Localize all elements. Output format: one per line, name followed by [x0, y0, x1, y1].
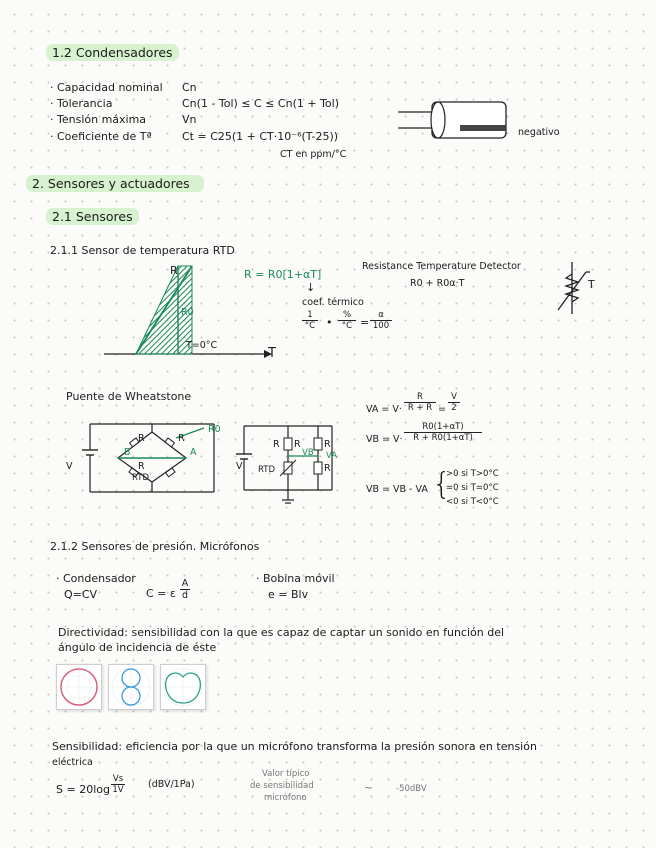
case-positive: >0 si T>0°C — [446, 469, 499, 479]
coef-frac-b-num: % — [338, 310, 356, 321]
vb-eq-frac — [404, 422, 482, 443]
typical-value: -50dBV — [396, 784, 427, 794]
condenser-label: · Condensador — [56, 572, 136, 585]
s-eq-unit: (dBV/1Pa) — [148, 779, 195, 790]
eq-bridge-r-3: R — [324, 439, 331, 450]
coef-label: coef. térmico — [302, 297, 364, 308]
va-eq-num: R — [404, 392, 436, 403]
coef-frac-a-den: °C — [304, 321, 316, 331]
c-eq-lhs: C = ε — [146, 587, 176, 600]
capacitors-heading: 1.2 Condensadores — [46, 46, 179, 59]
coil-label: · Bobina móvil — [256, 572, 335, 585]
thermistor-t-label: T — [588, 278, 595, 291]
directivity-line-1 — [58, 626, 504, 639]
directivity-term: Directividad: — [58, 626, 128, 639]
case-negative: <0 si T<0°C — [446, 497, 499, 507]
sensitivity-line-2: eléctrica — [52, 757, 93, 768]
tolerance-value: Cn(1 - Tol) ≤ C ≤ Cn(1 + Tol) — [182, 97, 340, 110]
temp-coef-label: · Coeficiente de Tª — [50, 130, 152, 143]
omnidirectional-pattern-card — [56, 664, 102, 710]
rtd-r0: R0 — [181, 307, 194, 318]
negative-label: negativo — [518, 127, 560, 138]
equals-sign: = — [360, 316, 370, 329]
bridge-node-b: B — [124, 447, 131, 458]
case-zero: =0 si T=0°C — [446, 483, 499, 493]
vdiff-eq: VB = VB - VA — [366, 484, 428, 495]
typical-value-note-1: Valor típico — [262, 769, 310, 779]
tolerance-label: · Tolerancia — [50, 97, 113, 110]
condenser-eq: Q=CV — [64, 588, 98, 601]
coef-frac-b — [338, 310, 356, 331]
c-eq-frac — [180, 578, 190, 601]
capacitance-value: Cn — [182, 81, 197, 94]
s-eq-lhs: S = 20log — [56, 783, 110, 796]
coef-frac-c-den: 100 — [372, 321, 390, 331]
eq-bridge-v: V — [236, 461, 243, 472]
sensors-actuators-heading: 2. Sensores y actuadores — [26, 177, 204, 190]
rtd-definition: Resistance Temperature Detector — [362, 261, 521, 272]
bridge-rtd-label: RTD — [132, 473, 150, 483]
c-eq-num: A — [181, 578, 189, 589]
va-eq-frac — [404, 392, 436, 413]
c-eq-den: d — [181, 590, 189, 601]
cardioid-pattern-card — [160, 664, 206, 710]
s-eq-num: Vs — [112, 774, 124, 784]
bridge-r-top-left: R — [138, 433, 145, 444]
va-eq-lhs: VA = V· — [366, 404, 402, 415]
pressure-heading: 2.1.2 Sensores de presión. Micrófonos — [50, 540, 260, 553]
equals-dot: • — [326, 316, 333, 329]
omnidirectional-pattern — [57, 665, 101, 709]
max-voltage-value: Vn — [182, 113, 197, 126]
coef-frac-c — [370, 310, 392, 331]
rtd-axis-r: R — [170, 264, 178, 277]
eq-bridge-r-4: R — [324, 463, 331, 474]
sensitivity-text-1: eficiencia por la que un micrófono transforma la presión sonora en tensión — [125, 740, 537, 753]
electrolytic-capacitor-drawing — [398, 96, 518, 146]
down-arrow: ↓ — [306, 281, 316, 294]
rtd-heading: 2.1.1 Sensor de temperatura RTD — [50, 244, 235, 257]
va-eq-rhs-frac — [448, 392, 460, 413]
eq-bridge-vb: VB — [302, 448, 314, 458]
va-eq-equals: = — [438, 404, 446, 415]
va-eq-den: R + R — [407, 403, 433, 413]
coef-frac-c-num: α — [370, 310, 392, 321]
directivity-text-1: sensibilidad con la que es capaz de captar un sonido en función del — [131, 626, 505, 639]
rtd-t0: T=0°C — [186, 340, 218, 351]
bridge-r0-label: R0 — [208, 424, 221, 435]
coil-eq: e = Blv — [268, 588, 309, 601]
rtd-formula: R = R0[1+αT] — [244, 268, 322, 281]
eq-bridge-va: VA — [326, 451, 338, 461]
vb-eq-lhs: VB = V· — [366, 434, 403, 445]
s-eq-den: 1V — [112, 785, 124, 795]
bidirectional-pattern — [109, 665, 153, 709]
vb-eq-num: R0(1+αT) — [404, 422, 482, 433]
temp-coef-value: Ct = C25(1 + CT·10⁻⁶(T-25)) — [182, 130, 339, 143]
va-eq-rhs-num: V — [448, 392, 460, 403]
capacitance-label: · Capacidad nominal — [50, 81, 163, 94]
max-voltage-label: · Tensión máxima — [50, 113, 147, 126]
va-eq-rhs-den: 2 — [451, 403, 457, 413]
ct-unit-note: CT en ppm/°C — [280, 149, 347, 160]
rtd-definition-formula: R0 + R0α·T — [410, 278, 465, 289]
bidirectional-pattern-card — [108, 664, 154, 710]
coef-frac-b-den: °C — [341, 321, 353, 331]
sensitivity-term: Sensibilidad: — [52, 740, 123, 753]
bridge-r-bottom-left: R — [138, 461, 145, 472]
sensors-heading: 2.1 Sensores — [46, 210, 139, 223]
cardioid-pattern — [161, 665, 205, 709]
eq-bridge-r-2: R — [294, 439, 301, 450]
approx-sign: ~ — [364, 781, 374, 794]
bridge-v-label: V — [66, 461, 73, 472]
directivity-line-2: ángulo de incidencia de éste — [58, 641, 217, 654]
cases-brace: { — [432, 467, 452, 502]
eq-bridge-r-1: R — [273, 439, 280, 450]
eq-bridge-rtd: RTD — [258, 465, 276, 475]
coef-frac-a — [302, 310, 318, 331]
coef-frac-a-num: 1 — [302, 310, 318, 321]
typical-value-note-3: micrófono — [264, 793, 307, 803]
typical-value-note-2: de sensibilidad — [250, 781, 314, 791]
s-eq-frac — [111, 774, 125, 795]
rtd-axis-t: T — [268, 346, 276, 361]
bridge-node-a: A — [190, 447, 197, 458]
wheatstone-heading: Puente de Wheatstone — [66, 390, 192, 403]
vb-eq-den: R + R0(1+αT) — [413, 433, 473, 443]
bridge-r-top-right: R — [178, 433, 185, 444]
sensitivity-line-1 — [52, 740, 537, 753]
